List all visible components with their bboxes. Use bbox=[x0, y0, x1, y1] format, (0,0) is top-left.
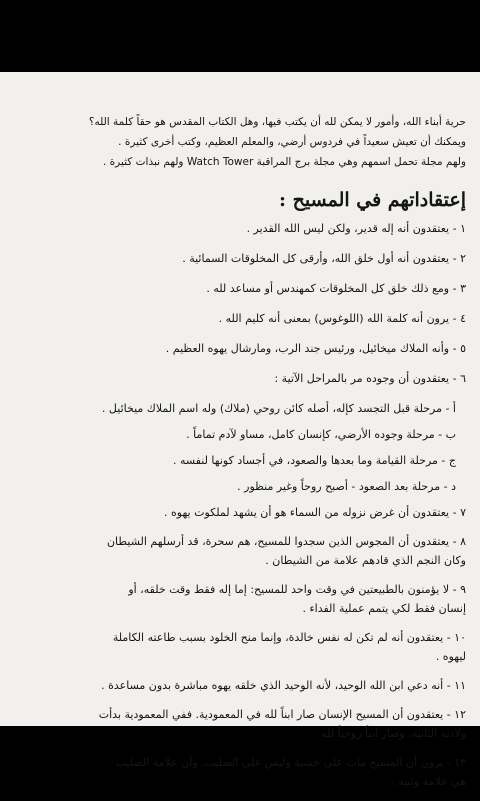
list-item: ٥ - وأنه الملاك ميخائيل، ورئيس جند الرب، ومارشال يهوه العظيم . bbox=[165, 342, 466, 355]
stage-item: ب - مرحلة وجوده الأرضي، كإنسان كامل، مساو لآدم تماماً . bbox=[186, 428, 456, 441]
list-item-line: ١٠ - يعتقدون أنه لم تكن له نفس خالدة، وإنما منح الخلود بسبب طاعته الكاملة bbox=[112, 631, 466, 644]
list-item: ١ - يعتقدون أنه إله قدير، ولكن ليس الله القدير . bbox=[246, 222, 466, 235]
list-item-line: هي علامة وثنية . bbox=[391, 775, 466, 788]
intro-paragraph bbox=[10, 112, 466, 172]
list-item: ٣ - ومع ذلك خلق كل المخلوقات كمهندس أو مساعد لله . bbox=[206, 282, 466, 295]
section-heading: إعتقاداتهم في المسيح : bbox=[279, 189, 466, 211]
list-item-line: ٩ - لا يؤمنون بالطبيعتين في وقت واحد للمسيح: إما إله فقط وقت خلقه، أو bbox=[128, 583, 466, 596]
list-item-line: ليهوه . bbox=[435, 650, 466, 663]
list-item-line: إنسان فقط لكي يتمم عملية الفداء . bbox=[302, 602, 466, 615]
document-photo bbox=[0, 72, 480, 788]
list-item-line: ٨ - يعتقدون أن المجوس الذين سجدوا للمسيح، هم سحرة، قد أرسلهم الشيطان bbox=[106, 535, 466, 548]
intro-line: ويمكنك أن تعيش سعيداً في فردوس أرضي، والمعلم العظيم، وكتب أخرى كثيرة . bbox=[118, 136, 466, 148]
stage-item: ج - مرحلة القيامة وما بعدها والصعود، في أجساد كونها لنفسه . bbox=[172, 454, 456, 467]
list-item bbox=[10, 753, 466, 791]
stage-item: أ - مرحلة قبل التجسد كإله، أصله كائن روحي (ملاك) وله اسم الملاك ميخائيل . bbox=[101, 402, 456, 415]
list-item: ٤ - يرون أنه كلمة الله (اللوغوس) بمعنى أنه كليم الله . bbox=[218, 312, 466, 325]
intro-line: ولهم مجلة تحمل اسمهم وهي مجلة برج المراقبة Watch Tower ولهم نبذات كثيرة . bbox=[103, 156, 466, 168]
list-item: ٢ - يعتقدون أنه أول خلق الله، وأرقى كل المخلوقات السمائية . bbox=[182, 252, 466, 265]
document-text bbox=[10, 112, 466, 801]
list-item bbox=[10, 580, 466, 618]
list-item-line: وكان النجم الذي قادهم علامة من الشيطان . bbox=[265, 554, 466, 567]
list-item: ٦ - يعتقدون أن وجوده مر بالمراحل الآتية : bbox=[274, 372, 466, 385]
list-item bbox=[10, 705, 466, 743]
list-item-line: ٧ - يعتقدون أن غرض نزوله من السماء هو أن يشهد لملكوت يهوه . bbox=[164, 506, 466, 519]
list-item bbox=[10, 676, 466, 695]
list-item-line: ولادته الثانية، وصار ابناً روحياً لله . bbox=[314, 727, 466, 740]
list-item-line: ١٣ - يرون أن المسيح مات على خشبة وليس على الصليب، وأن علامة الصليب bbox=[115, 756, 466, 769]
list-item bbox=[10, 503, 466, 522]
intro-line: حرية أبناء الله، وأمور لا يمكن لله أن يكتب فيها، وهل الكتاب المقدس هو حقاً كلمة الله؟ bbox=[88, 116, 466, 128]
list-item-line: ١٢ - يعتقدون أن المسيح الإنسان صار ابناً لله في المعمودية. ففي المعمودية بدأت bbox=[98, 708, 466, 721]
stage-item: د - مرحلة بعد الصعود - أصبح روحاً وغير منظور . bbox=[237, 480, 456, 493]
list-item-line: ١١ - أنه دعي ابن الله الوحيد، لأنه الوحيد الذي خلقه يهوه مباشرة بدون مساعدة . bbox=[101, 679, 466, 692]
list-item bbox=[10, 628, 466, 666]
list-item bbox=[10, 532, 466, 570]
